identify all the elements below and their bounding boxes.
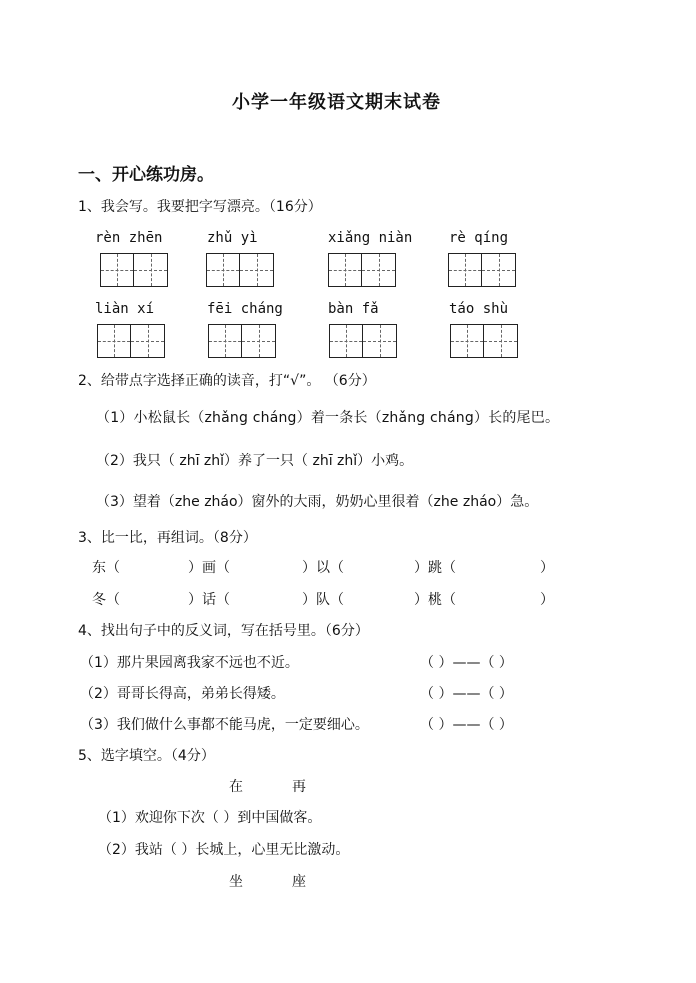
q3-cell: 东（	[92, 560, 120, 576]
q3-cell: ）	[540, 560, 554, 576]
q3-cell: ）画（	[188, 560, 230, 576]
q5-item: （2）我站（ ）长城上，心里无比激动。	[98, 842, 350, 858]
q3-heading: 3、比一比，再组词。（8分）	[78, 530, 257, 546]
q4-item: （3）我们做什么事都不能马虎，一定要细心。	[80, 717, 369, 733]
pinyin-label: fēi cháng	[207, 301, 283, 317]
q3-cell: ）桃（	[414, 592, 456, 608]
section-heading: 一、开心练功房。	[78, 165, 214, 185]
writing-grid[interactable]	[329, 324, 397, 358]
writing-grid[interactable]	[328, 253, 396, 287]
q4-heading: 4、找出句子中的反义词，写在括号里。（6分）	[78, 623, 369, 639]
q5-item: （1）欢迎你下次（ ）到中国做客。	[98, 810, 322, 826]
writing-grid[interactable]	[208, 324, 276, 358]
writing-grid[interactable]	[448, 253, 516, 287]
pinyin-label: bàn fǎ	[328, 301, 379, 317]
pinyin-label: rè qíng	[449, 230, 509, 246]
q4-item: （2）哥哥长得高，弟弟长得矮。	[80, 686, 285, 702]
q2-item: （1）小松鼠长（zhǎng cháng）着一条长（zhǎng cháng）长的尾巴。	[96, 410, 560, 426]
q5-choice: 在	[229, 779, 243, 795]
q2-heading: 2、给带点字选择正确的读音，打“√”。 （6分）	[78, 373, 376, 389]
pinyin-label: xiǎng niàn	[328, 230, 413, 246]
pinyin-label: táo shù	[449, 301, 509, 317]
q3-cell: 冬（	[92, 592, 120, 608]
q3-cell: ）队（	[302, 592, 344, 608]
q2-item: （2）我只（ zhī zhǐ）养了一只（ zhī zhǐ）小鸡。	[96, 453, 414, 469]
pinyin-label: rèn zhēn	[95, 230, 163, 246]
pinyin-label: liàn xí	[95, 301, 155, 317]
q2-item: （3）望着（zhe zháo）窗外的大雨，奶奶心里很着（zhe zháo）急。	[96, 494, 539, 510]
q5-choice: 坐	[229, 874, 243, 890]
q5-choice: 座	[292, 874, 306, 890]
q5-choice: 再	[292, 779, 306, 795]
writing-grid[interactable]	[100, 253, 168, 287]
q5-heading: 5、选字填空。（4分）	[78, 748, 215, 764]
writing-grid[interactable]	[450, 324, 518, 358]
page-title: 小学一年级语文期末试卷	[232, 92, 441, 113]
pinyin-label: zhǔ yì	[207, 230, 258, 246]
q4-item: （1）那片果园离我家不远也不近。	[80, 655, 299, 671]
writing-grid[interactable]	[97, 324, 165, 358]
q1-heading: 1、我会写。我要把字写漂亮。（16分）	[78, 199, 322, 215]
q3-cell: ）	[540, 592, 554, 608]
q3-cell: ）跳（	[414, 560, 456, 576]
writing-grid[interactable]	[206, 253, 274, 287]
q3-cell: ）话（	[188, 592, 230, 608]
answer-blank: （ ）——（ ）	[420, 717, 513, 733]
answer-blank: （ ）——（ ）	[420, 655, 513, 671]
answer-blank: （ ）——（ ）	[420, 686, 513, 702]
q3-cell: ）以（	[302, 560, 344, 576]
